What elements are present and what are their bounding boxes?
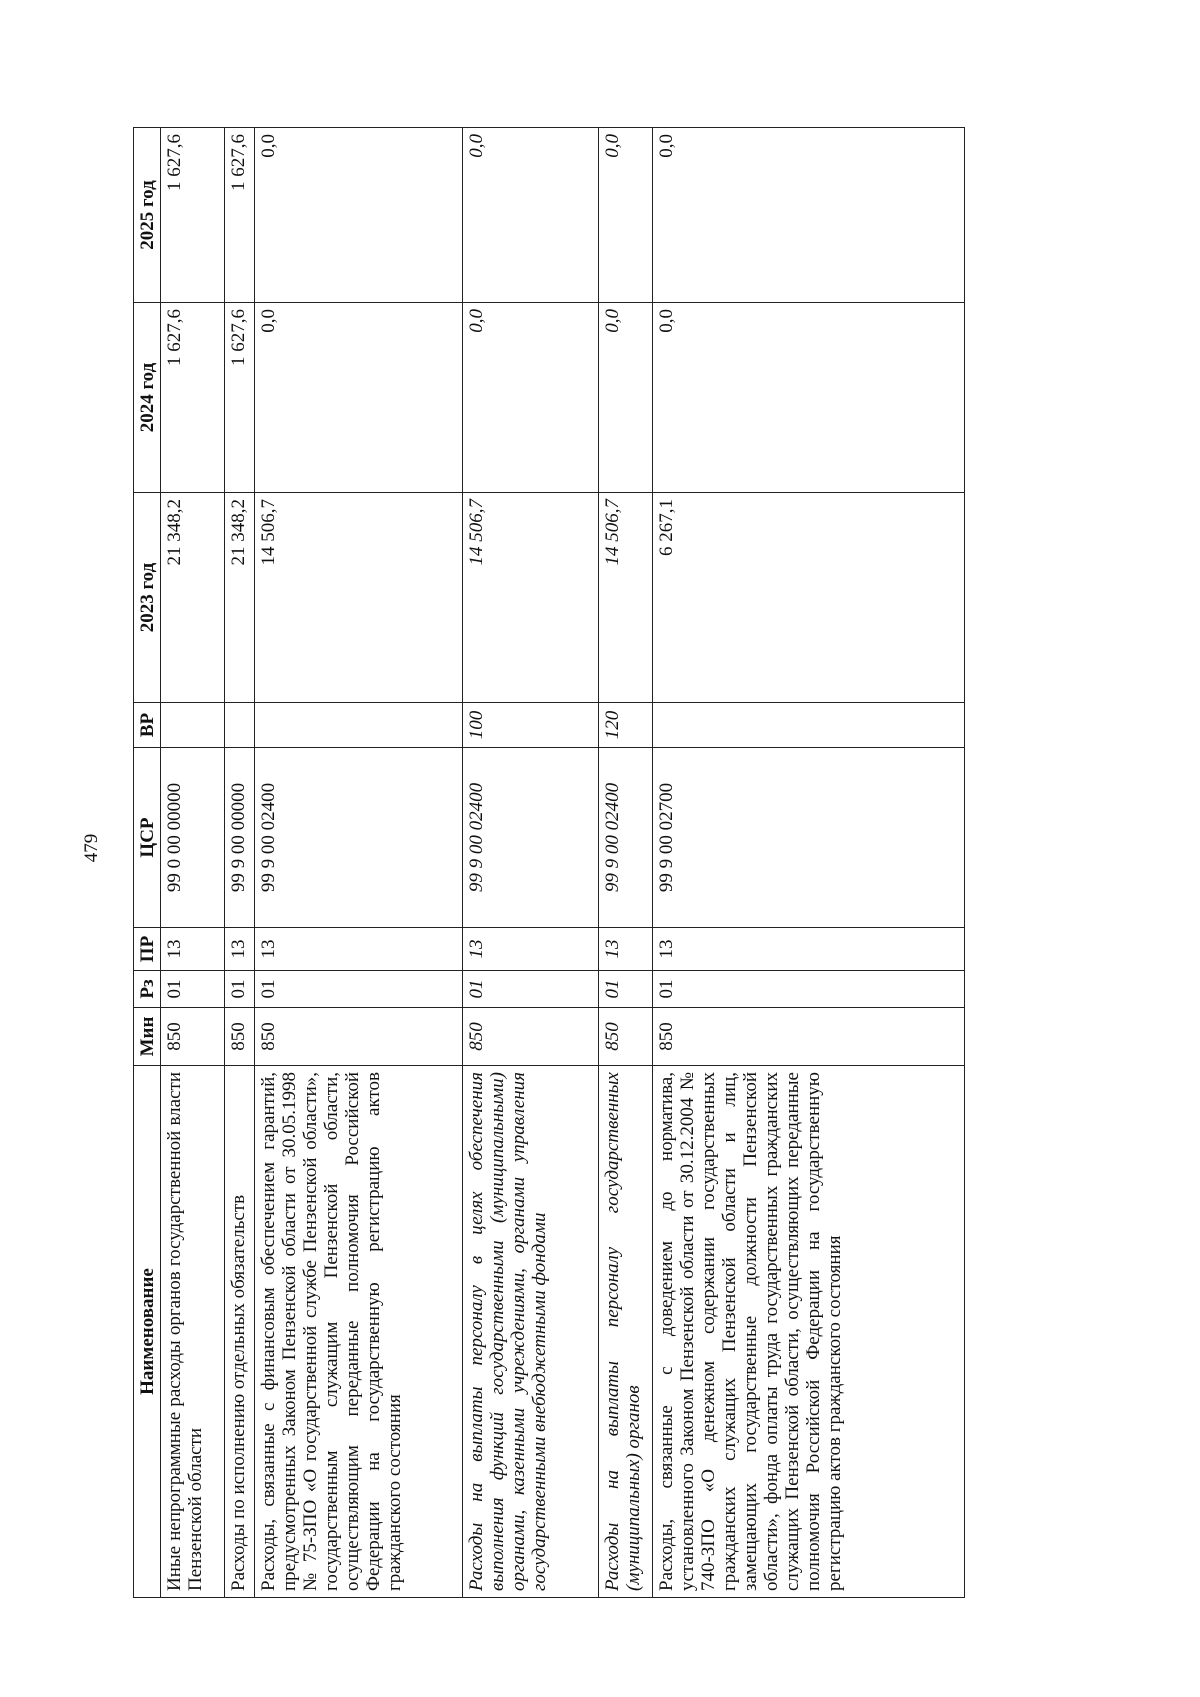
row-name: Расходы на выплаты персоналу государственных (муниципальных) органов [599, 1066, 653, 1598]
rotated-table-container [133, 128, 993, 1598]
col-header-vr: ВР [134, 703, 161, 748]
header-row [134, 128, 161, 1598]
row-2024: 0,0 [599, 303, 653, 493]
row-pr: 13 [463, 928, 599, 971]
row-vr [225, 703, 255, 748]
row-min: 850 [255, 1008, 463, 1066]
row-csr: 99 0 00 00000 [161, 748, 225, 928]
row-pr: 13 [599, 928, 653, 971]
row-name: Иные непрограммные расходы органов государственной власти Пензенской области [161, 1066, 225, 1598]
table-row [599, 128, 653, 1598]
col-header-2025: 2025 год [134, 128, 161, 303]
row-2023: 14 506,7 [599, 493, 653, 703]
row-pr: 13 [653, 928, 965, 971]
row-2025: 1 627,6 [225, 128, 255, 303]
row-name: Расходы на выплаты персоналу в целях обеспечения выполнения функций государственными (муниципальными) органами, казенными учреждениями, органами управления государственными внебюджетными фондами [463, 1066, 599, 1598]
row-vr [161, 703, 225, 748]
row-min: 850 [599, 1008, 653, 1066]
row-csr: 99 9 00 02400 [463, 748, 599, 928]
row-name: Расходы, связанные с финансовым обеспечением гарантий, предусмотренных Законом Пензенской области от 30.05.1998 № 75-ЗПО «О государственной службе Пензенской области», государственным служащим Пензенской области, осуществляющим переданные полномочия Российской Федерации на государственную регистрацию актов гражданского состояния [255, 1066, 463, 1598]
row-csr: 99 9 00 02700 [653, 748, 965, 928]
row-vr [255, 703, 463, 748]
row-2024: 0,0 [463, 303, 599, 493]
row-rz: 01 [653, 971, 965, 1008]
row-csr: 99 9 00 00000 [225, 748, 255, 928]
row-2023: 6 267,1 [653, 493, 965, 703]
row-min: 850 [463, 1008, 599, 1066]
row-min: 850 [653, 1008, 965, 1066]
col-header-csr: ЦСР [134, 748, 161, 928]
row-rz: 01 [463, 971, 599, 1008]
table-row [225, 128, 255, 1598]
col-header-rz: Рз [134, 971, 161, 1008]
row-2023: 21 348,2 [161, 493, 225, 703]
col-header-2024: 2024 год [134, 303, 161, 493]
row-pr: 13 [161, 928, 225, 971]
row-pr: 13 [255, 928, 463, 971]
row-csr: 99 9 00 02400 [255, 748, 463, 928]
page-number: 479 [81, 833, 102, 863]
col-header-pr: ПР [134, 928, 161, 971]
row-2025: 0,0 [653, 128, 965, 303]
row-pr: 13 [225, 928, 255, 971]
row-vr: 100 [463, 703, 599, 748]
row-2023: 14 506,7 [255, 493, 463, 703]
row-2023: 21 348,2 [225, 493, 255, 703]
row-min: 850 [161, 1008, 225, 1066]
row-2024: 0,0 [653, 303, 965, 493]
row-2025: 1 627,6 [161, 128, 225, 303]
row-csr: 99 9 00 02400 [599, 748, 653, 928]
row-rz: 01 [599, 971, 653, 1008]
row-2025: 0,0 [599, 128, 653, 303]
row-2025: 0,0 [463, 128, 599, 303]
row-name: Расходы по исполнению отдельных обязательств [225, 1066, 255, 1598]
budget-table [133, 127, 965, 1598]
row-name: Расходы, связанные с доведением до норматива, установленного Законом Пензенской области от 30.12.2004 № 740-ЗПО «О денежном содержании государственных гражданских служащих Пензенской области и лиц, замещающих государственные должности Пензенской области», фонда оплаты труда государственных гражданских служащих Пензенской области, осуществляющих переданные полномочия Российской Федерации на государственную регистрацию актов гражданского состояния [653, 1066, 965, 1598]
row-rz: 01 [161, 971, 225, 1008]
row-2023: 14 506,7 [463, 493, 599, 703]
table-row [463, 128, 599, 1598]
row-2024: 0,0 [255, 303, 463, 493]
table-row [653, 128, 965, 1598]
col-header-min: Мин [134, 1008, 161, 1066]
row-rz: 01 [225, 971, 255, 1008]
col-header-2023: 2023 год [134, 493, 161, 703]
col-header-name: Наименование [134, 1066, 161, 1598]
row-2025: 0,0 [255, 128, 463, 303]
row-vr [653, 703, 965, 748]
table-row [161, 128, 225, 1598]
table-row [255, 128, 463, 1598]
row-rz: 01 [255, 971, 463, 1008]
row-2024: 1 627,6 [161, 303, 225, 493]
row-vr: 120 [599, 703, 653, 748]
row-2024: 1 627,6 [225, 303, 255, 493]
row-min: 850 [225, 1008, 255, 1066]
